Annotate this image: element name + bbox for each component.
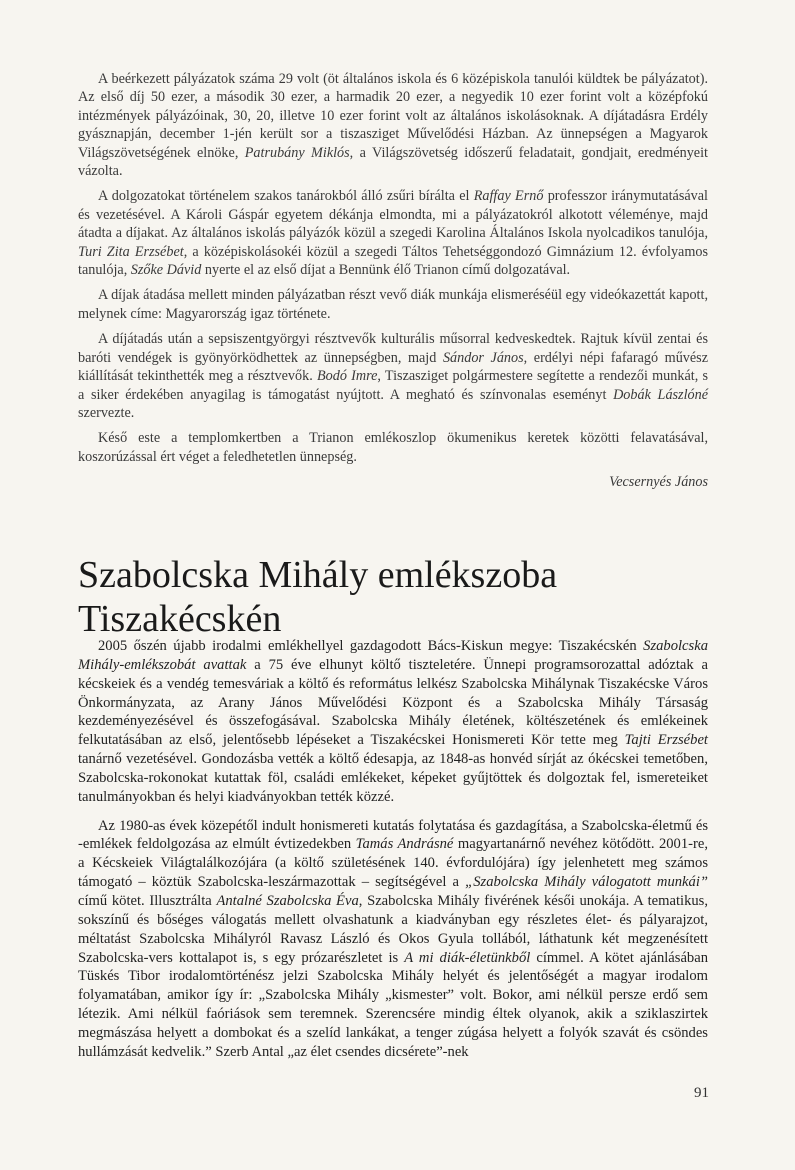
paragraph: A beérkezett pályázatok száma 29 volt (öt általános iskola és 6 középiskola tanulói küldtek be pályázatot). Az első díj 50 ezer, a második 30 ezer, a harmadik 20 ezer, a negyedik 10 ezer forint volt a középfokú intézmények pályázóinak, 30, 20, illetve 10 ezer forint volt az általános iskolásoknak. A díjátadásra Erdély gyásznapján, december 1-jén került sor a tiszasziget Művelődési Házban. Az ünnepségen a Magyarok Világszövetségének elnöke, Patrubány Miklós, a Világszövetség időszerű feladatait, gondjait, eredményeit vázolta. (78, 71, 708, 180)
page-number: 91 (694, 1085, 709, 1101)
italic-title: Szabolcska Mihály-emlékszobát avattak (78, 638, 708, 673)
person-name: Szőke Dávid (130, 262, 202, 279)
author-signature: Vecsernyés János (609, 474, 708, 491)
paragraph: A díjak átadása mellett minden pályázatban részt vevő diák munkája elismeréséül egy videókazettát kapott, melynek címe: Magyarország igaz története. (78, 287, 708, 322)
person-name: Tajti Erzsébet (624, 732, 708, 749)
paragraph: A díjátadás után a sepsiszentgyörgyi résztvevők kulturális műsorral kedveskedtek. Rajtuk kívül zentai és baróti vendégek is gyönyörködhettek az ünnepségben, majd Sándor János, erdélyi népi fafaragó művész kiállítását tekinthették meg a résztvevők. Bodó Imre, Tiszasziget polgármestere segítette a rendezői munkát, s a siker érdekében anyagilag is támogatást nyújtott. A megható és színvonalas eseményt Dobák Lászlóné szervezte. (78, 331, 709, 421)
paragraph: Késő este a templomkertben a Trianon emlékoszlop ökumenikus keretek közötti felavatásával, koszorúzással ért véget a feledhetetlen ünnepség. (78, 430, 708, 465)
paragraph: A dolgozatokat történelem szakos tanárokból álló zsűri bírálta el Raffay Ernő professzor iránymutatásával és vezetésével. A Károli Gáspár egyetem dékánja elmondta, mi a pályázatokról alkotott véleménye, majd átadta a díjakat. Az általános iskolás pályázók közül a szegedi Karolina Általános Iskola nyolcadikos tanulója, Turi Zita Erzsébet, a középiskolásokéi közül a szegedi Táltos Tehetséggondozó Gimnázium 12. évfolyamos tanulója, Szőke Dávid nyerte el az első díjat a Bennünk élő Trianon című dolgozatával. (78, 188, 708, 279)
person-name: Sándor János (442, 349, 524, 366)
person-name: Tamás Andrásné (355, 836, 454, 853)
person-name: Patrubány Miklós (244, 144, 350, 161)
article-title: Szabolcska Mihály emlékszoba Tiszakécskén (78, 554, 558, 640)
paragraph: Az 1980-as évek közepétől indult honismereti kutatás folytatása és gazdagítása, a Szabolcska-életmű és -emlékek feldolgozása az elmúlt évtizedekben Tamás Andrásné magyartanárnő nevéhez kötődött. 2001-re, a Kécskeiek Világtalálkozójára (a költő születésének 140. évfordulójára) így jelenhetett meg számos támogató – köztük Szabolcska-leszármazottak – segítségével a „Szabolcska Mihály válogatott munkái” című kötet. Illusztrálta Antalné Szabolcska Éva, Szabolcska Mihály fivérének késői unokája. A tematikus, sokszínű és bőséges válogatás mellett olvashatunk a kiadványban egy részletes élet- és pályarajzot, méltatást Szabolcska Mihályról Ravasz László és Okos Gyula tollából, láthatunk két megzenésített Szabolcska-vers kottalapot is, s egy prózarészletet is A mi diák-életünkből címmel. A kötet ajánlásában Tüskés Tibor irodalomtörténész jelzi Szabolcska Mihály helyét és jelentőségét a magyar irodalom folyamatában, amikor így ír: „Szabolcska Mihály „kismester” volt. Bokor, ami nélkül persze erdő sem létezik. Ami nélkül faóriások sem teremnek. Szerencsére mindig éltek olyanok, akik a sziklaszirtek megmászása helyett a dombokat és a szelíd lankákat, a tenger zúgása helyett a folyók szavát és csöndes hullámzását kedvelik.” Szerb Antal „az élet csendes dicsérete”-nek (78, 817, 709, 1060)
event-report-article (78, 70, 708, 499)
person-name: Antalné Szabolcska Éva (216, 892, 359, 909)
italic-title: A mi diák-életünkből (404, 949, 531, 966)
paragraph: 2005 őszén újabb irodalmi emlékhellyel gazdagodott Bács-Kiskun megye: Tiszakécskén Szabolcska Mihály-emlékszobát avattak a 75 éve elhunyt költő tiszteletére. Ünnepi programsorozattal adóztak a kécskeiek és a vendég temesváriak a költő és református lelkész Szabolcska Mihálynak Tiszakécske Város Önkormányzata, az Arany János Művelődési Központ és a Szabolcska Mihály Társaság kezdeményezésével és összefogásával. Szabolcska Mihály életének, költészetének és emlékeinek felkutatásában az első, jelentősebb lépéseket a Tiszakécskei Honismereti Kör tette meg Tajti Erzsébet tanárnő vezetésével. Gondozásba vették a költő édesapja, az 1848-as honvéd sírját az ókécskei temetőben, Szabolcska-rokonokat kutattak föl, családi emlékeket, képeket gyűjtöttek és dolgoztak fel, ismereteiket tanulmányokban és helyi kiadványokban tették közzé. (78, 638, 708, 805)
person-name: Bodó Imre (316, 368, 378, 385)
memorial-room-article (78, 637, 708, 1072)
person-name: Turi Zita Erzsébet (78, 243, 184, 260)
person-name: Dobák Lászlóné (613, 386, 709, 403)
person-name: Raffay Ernő (473, 188, 544, 205)
italic-title: „Szabolcska Mihály válogatott munkái” (465, 874, 709, 891)
